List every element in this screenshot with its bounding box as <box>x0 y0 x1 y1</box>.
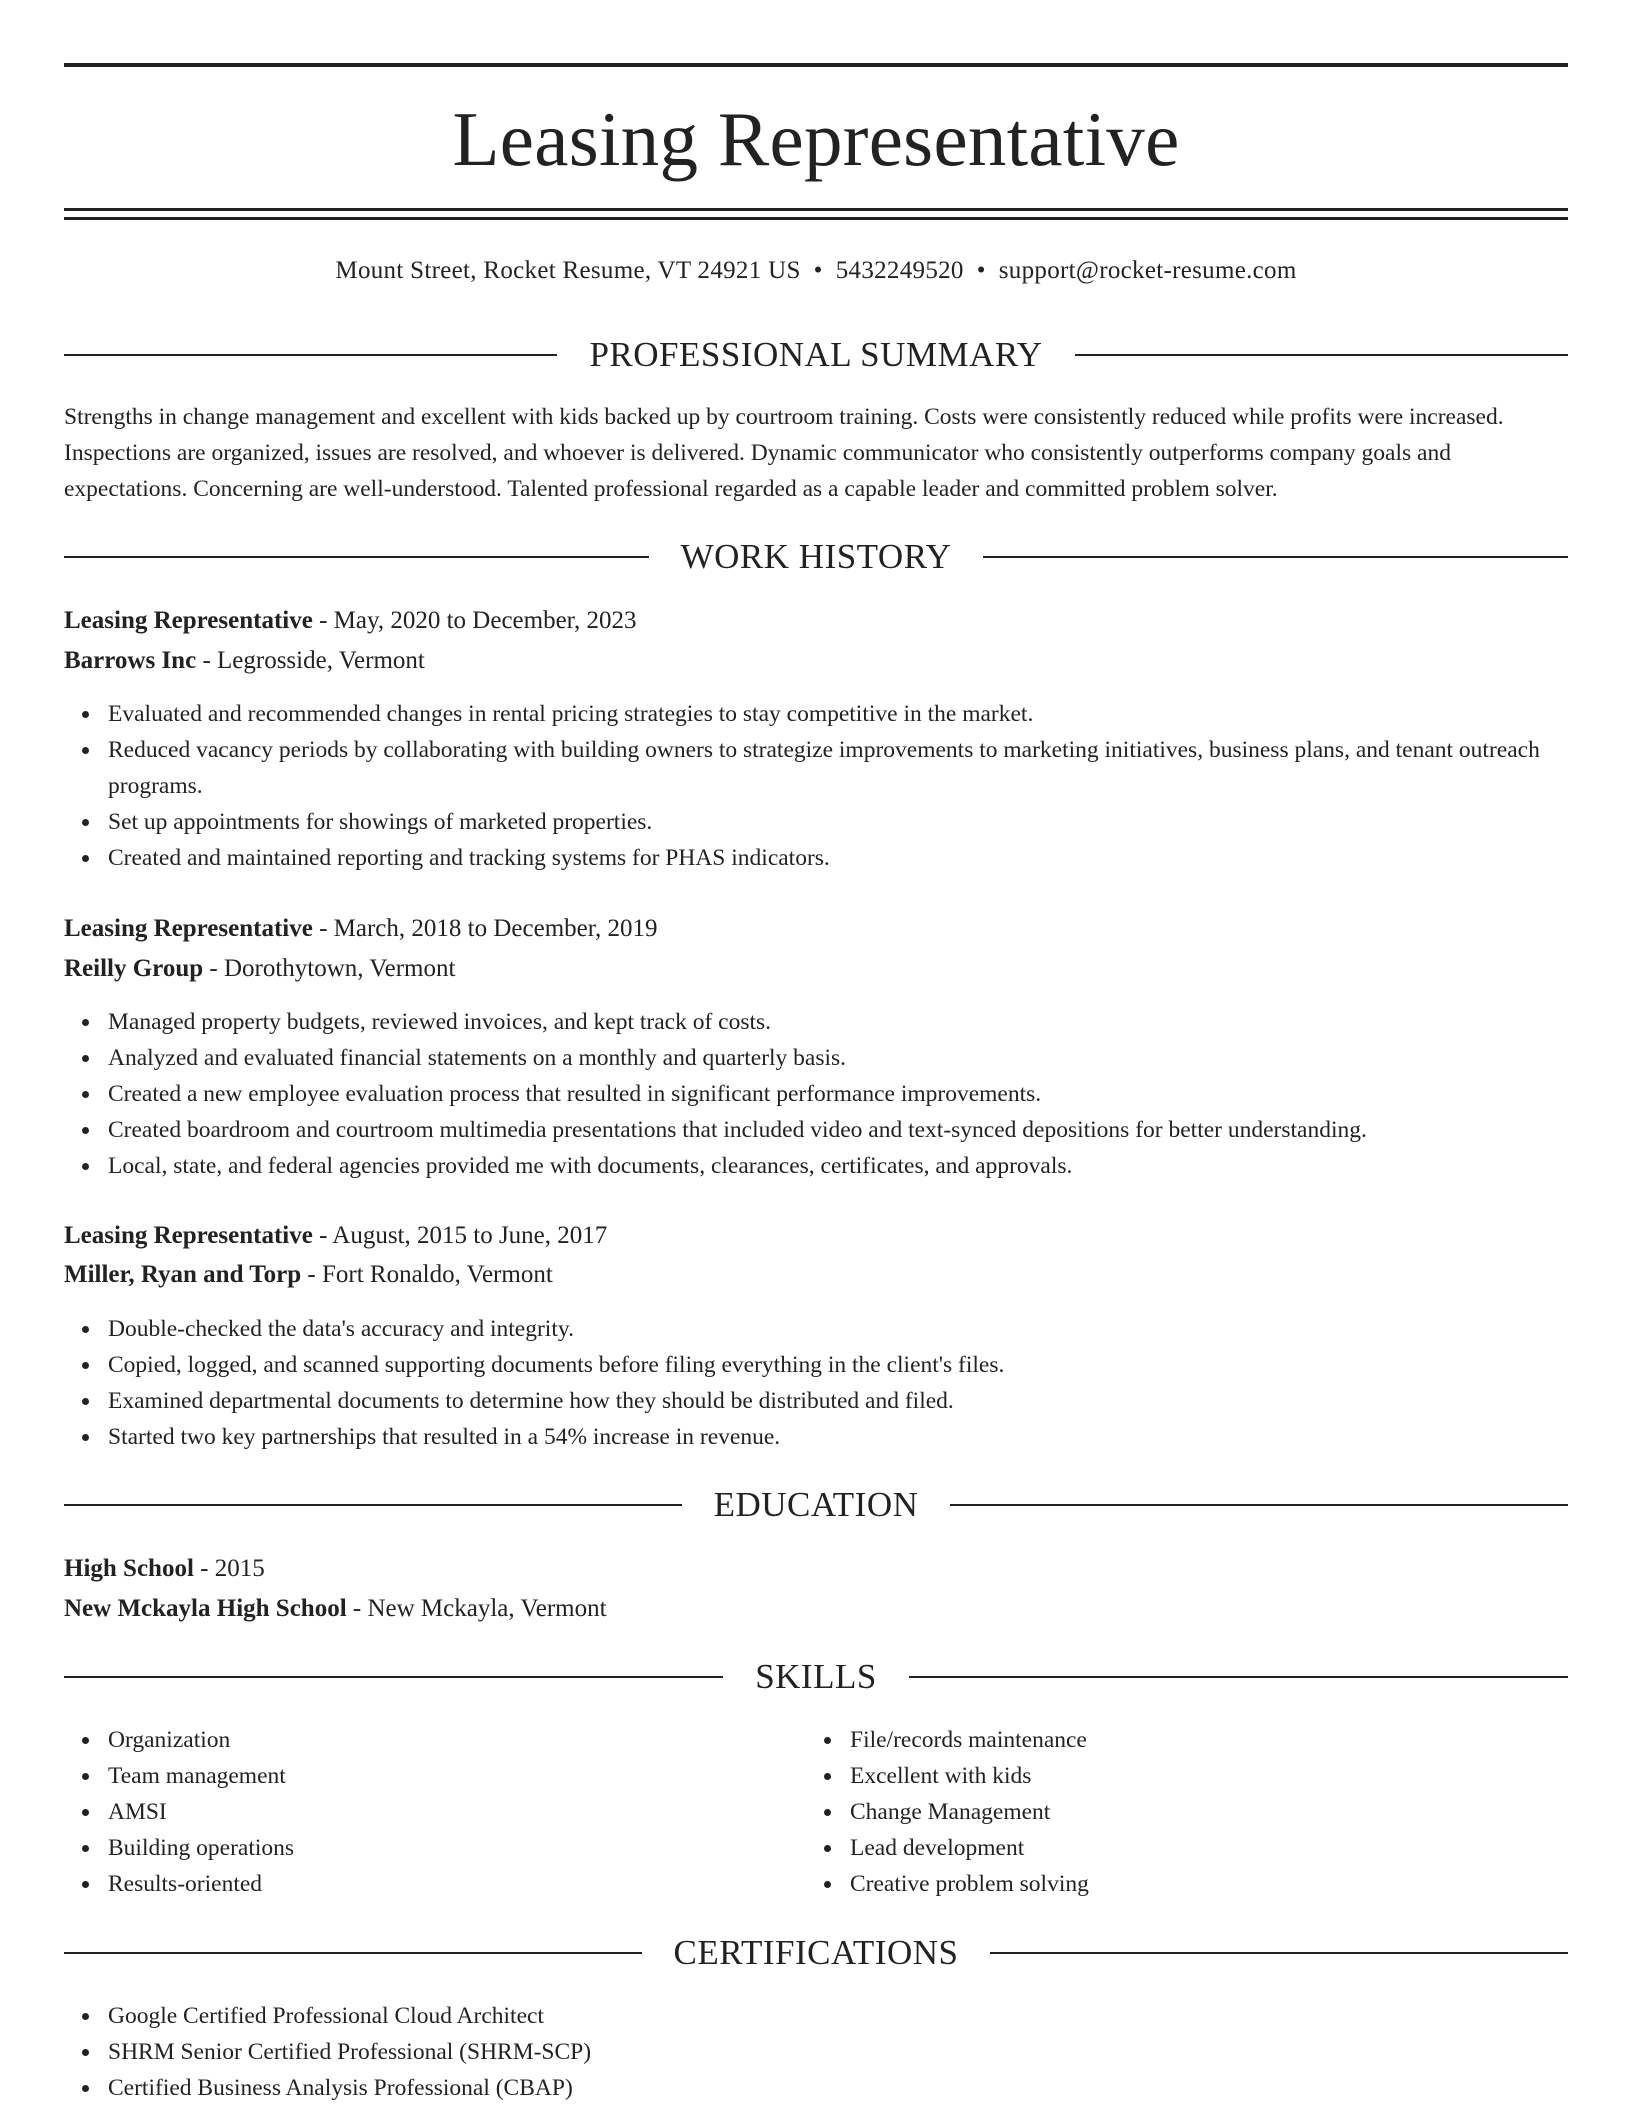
company-location: - Legrosside, Vermont <box>196 647 425 674</box>
list-item: Analyzed and evaluated financial statements on a monthly and quarterly basis. <box>108 1040 1612 1076</box>
section-title: EDUCATION <box>713 1485 919 1524</box>
company-name: Barrows Inc <box>64 647 197 674</box>
section-title: CERTIFICATIONS <box>673 1933 959 1972</box>
job-company-line <box>64 645 1568 677</box>
contact-line <box>64 255 1568 287</box>
section-header-education <box>64 1485 1568 1525</box>
job-company-line <box>64 953 1568 985</box>
job-dates: - March, 2018 to December, 2019 <box>312 915 658 942</box>
list-item: SHRM Senior Certified Professional (SHRM-SCP) <box>108 2034 1612 2070</box>
divider <box>909 1676 1568 1678</box>
divider <box>990 1952 1568 1954</box>
email: support@rocket-resume.com <box>998 257 1297 284</box>
list-item: AMSI <box>108 1794 808 1830</box>
section-title: SKILLS <box>755 1657 877 1696</box>
section-header-skills <box>64 1657 1568 1697</box>
job-bullets <box>64 1004 1612 1184</box>
list-item: Created a new employee evaluation process that resulted in significant performance improvements. <box>108 1076 1612 1112</box>
job-bullets <box>64 696 1612 876</box>
section-header-work <box>64 537 1568 577</box>
list-item: Team management <box>108 1758 808 1794</box>
job-role: Leasing Representative <box>64 1222 313 1249</box>
skills-list-right <box>806 1722 1550 1902</box>
divider <box>983 556 1568 558</box>
company-name: Miller, Ryan and Torp <box>64 1261 302 1288</box>
list-item: Local, state, and federal agencies provided me with documents, clearances, certificates, and approvals. <box>108 1148 1612 1184</box>
address: Mount Street, Rocket Resume, VT 24921 US <box>335 257 801 284</box>
divider <box>950 1504 1568 1506</box>
list-item: Certified Business Analysis Professional (CBAP) <box>108 2070 1612 2106</box>
divider <box>64 556 649 558</box>
company-name: Reilly Group <box>64 955 204 982</box>
list-item: Building operations <box>108 1830 808 1866</box>
list-item: Double-checked the data's accuracy and integrity. <box>108 1311 1612 1347</box>
divider <box>64 1952 642 1954</box>
degree: High School <box>64 1555 194 1582</box>
job-bullets <box>64 1311 1612 1455</box>
job-dates: - May, 2020 to December, 2023 <box>312 607 637 634</box>
list-item: Lead development <box>850 1830 1550 1866</box>
job-title-line <box>64 1220 1568 1252</box>
divider <box>64 354 557 356</box>
degree-line <box>64 1553 1568 1585</box>
list-item: Evaluated and recommended changes in rental pricing strategies to stay competitive in the market. <box>108 696 1612 732</box>
divider <box>64 1504 682 1506</box>
section-title: PROFESSIONAL SUMMARY <box>589 335 1043 374</box>
job-title-line <box>64 913 1568 945</box>
certifications-list <box>64 1998 1612 2106</box>
list-item: Results-oriented <box>108 1866 808 1902</box>
list-item: Reduced vacancy periods by collaborating with building owners to strategize improvements to marketing initiatives, business plans, and tenant outreach programs. <box>108 732 1612 804</box>
candidate-name: Leasing Representative <box>452 96 1180 182</box>
top-rule <box>64 63 1568 67</box>
list-item: File/records maintenance <box>850 1722 1550 1758</box>
graduation-year: - 2015 <box>193 1555 265 1582</box>
section-title: WORK HISTORY <box>680 537 952 576</box>
list-item: Started two key partnerships that resulted in a 54% increase in revenue. <box>108 1419 1612 1455</box>
list-item: Set up appointments for showings of marketed properties. <box>108 804 1612 840</box>
list-item: Copied, logged, and scanned supporting documents before filing everything in the client's files. <box>108 1347 1612 1383</box>
list-item: Change Management <box>850 1794 1550 1830</box>
separator: • <box>813 257 823 284</box>
job-company-line <box>64 1259 1568 1291</box>
list-item: Google Certified Professional Cloud Architect <box>108 1998 1612 2034</box>
job-role: Leasing Representative <box>64 607 313 634</box>
list-item: Managed property budgets, reviewed invoices, and kept track of costs. <box>108 1004 1612 1040</box>
list-item: Examined departmental documents to determine how they should be distributed and filed. <box>108 1383 1612 1419</box>
school-line <box>64 1593 1568 1625</box>
list-item: Organization <box>108 1722 808 1758</box>
list-item: Excellent with kids <box>850 1758 1550 1794</box>
section-header-summary <box>64 335 1568 375</box>
double-rule <box>64 208 1568 220</box>
job-role: Leasing Representative <box>64 915 313 942</box>
divider <box>64 1676 723 1678</box>
section-header-certifications <box>64 1933 1568 1973</box>
list-item: Created boardroom and courtroom multimedia presentations that included video and text-synced depositions for better understanding. <box>108 1112 1612 1148</box>
company-location: - Fort Ronaldo, Vermont <box>301 1261 553 1288</box>
skills-list-left <box>64 1722 808 1902</box>
phone: 5432249520 <box>835 257 964 284</box>
company-location: - Dorothytown, Vermont <box>203 955 456 982</box>
job-dates: - August, 2015 to June, 2017 <box>312 1222 608 1249</box>
job-title-line <box>64 605 1568 637</box>
divider <box>1075 354 1568 356</box>
list-item: Creative problem solving <box>850 1866 1550 1902</box>
school-name: New Mckayla High School <box>64 1595 347 1622</box>
summary-text: Strengths in change management and excellent with kids backed up by courtroom training. Costs were consistently reduced while profits were increased. Inspections are organized, issues are resolved, and whoever is delivered. Dynamic communicator who consistently outperforms company goals and expectations. Concerning are well-understood. Talented professional regarded as a capable leader and committed problem solver. <box>64 404 1504 502</box>
school-location: - New Mckayla, Vermont <box>346 1595 607 1622</box>
list-item: Created and maintained reporting and tracking systems for PHAS indicators. <box>108 840 1612 876</box>
separator: • <box>976 257 986 284</box>
